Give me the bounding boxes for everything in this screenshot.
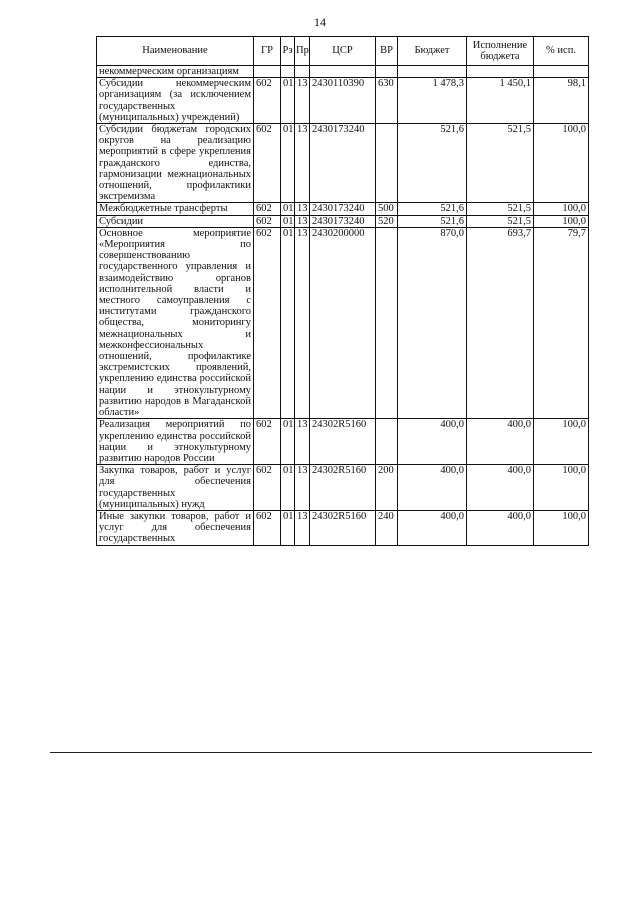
- row-vr: 200: [376, 465, 398, 511]
- row-rz: 01: [281, 215, 295, 227]
- row-csr: 24302R5160: [310, 419, 376, 465]
- row-vr: [376, 227, 398, 418]
- row-pr: 13: [295, 124, 310, 203]
- row-execution: 521,5: [467, 124, 534, 203]
- row-percent: 79,7: [534, 227, 589, 418]
- header-name: Наименование: [97, 37, 254, 66]
- row-budget: 870,0: [398, 227, 467, 418]
- row-pr: 13: [295, 215, 310, 227]
- row-budget: 521,6: [398, 124, 467, 203]
- row-name: некоммерческим организациям: [97, 66, 254, 78]
- header-gr: ГР: [254, 37, 281, 66]
- row-name: Основное мероприятие «Мероприятия по совершенствованию государственного управления и взаимодействию органов исполнительной власти и местного самоуправления с институтами гражданского общества, мониторингу межнациональных и межконфессиональных отношений, профилактике экстремистских проявлений, укреплению единства российской нации и этнокультурному развитию народов в Магаданской области»: [97, 227, 254, 418]
- table-row: [97, 227, 589, 418]
- row-pr: 13: [295, 78, 310, 124]
- row-percent: 100,0: [534, 215, 589, 227]
- row-name: Субсидии: [97, 215, 254, 227]
- row-gr: 602: [254, 203, 281, 215]
- row-pr: 13: [295, 419, 310, 465]
- row-csr: 24302R5160: [310, 465, 376, 511]
- row-rz: 01: [281, 465, 295, 511]
- header-percent: % исп.: [534, 37, 589, 66]
- row-vr: 630: [376, 78, 398, 124]
- row-execution: 693,7: [467, 227, 534, 418]
- table-header-row: [97, 37, 589, 66]
- row-execution: 521,5: [467, 203, 534, 215]
- row-name: Межбюджетные трансферты: [97, 203, 254, 215]
- row-percent: [534, 66, 589, 78]
- row-name: Субсидии бюджетам городских округов на реализацию мероприятий в сфере укрепления гражданского единства, гармонизации межнациональных отношений, профилактики экстремизма: [97, 124, 254, 203]
- row-gr: 602: [254, 78, 281, 124]
- row-execution: 521,5: [467, 215, 534, 227]
- row-rz: 01: [281, 124, 295, 203]
- row-csr: [310, 66, 376, 78]
- row-percent: 100,0: [534, 419, 589, 465]
- row-rz: 01: [281, 510, 295, 545]
- footer-divider: [50, 752, 592, 753]
- header-pr: Пр: [295, 37, 310, 66]
- row-csr: 2430173240: [310, 124, 376, 203]
- row-gr: [254, 66, 281, 78]
- row-rz: 01: [281, 203, 295, 215]
- row-pr: 13: [295, 510, 310, 545]
- row-percent: 100,0: [534, 510, 589, 545]
- table-row: [97, 66, 589, 78]
- budget-execution-table: [96, 36, 589, 546]
- row-csr: 2430200000: [310, 227, 376, 418]
- row-rz: [281, 66, 295, 78]
- row-pr: [295, 66, 310, 78]
- row-percent: 100,0: [534, 124, 589, 203]
- row-vr: [376, 66, 398, 78]
- row-vr: 500: [376, 203, 398, 215]
- row-gr: 602: [254, 124, 281, 203]
- row-csr: 24302R5160: [310, 510, 376, 545]
- row-percent: 98,1: [534, 78, 589, 124]
- header-csr: ЦСР: [310, 37, 376, 66]
- row-budget: 400,0: [398, 465, 467, 511]
- page-number: 14: [314, 15, 326, 29]
- row-execution: [467, 66, 534, 78]
- row-rz: 01: [281, 227, 295, 418]
- table-row: [97, 419, 589, 465]
- row-percent: 100,0: [534, 203, 589, 215]
- row-budget: 521,6: [398, 203, 467, 215]
- row-budget: 521,6: [398, 215, 467, 227]
- row-execution: 400,0: [467, 510, 534, 545]
- row-pr: 13: [295, 227, 310, 418]
- row-name: Субсидии некоммерческим организациям (за исключением государственных (муниципальных) учреждений): [97, 78, 254, 124]
- row-vr: 240: [376, 510, 398, 545]
- table-row: [97, 215, 589, 227]
- row-rz: 01: [281, 419, 295, 465]
- header-vr: ВР: [376, 37, 398, 66]
- row-name: Закупка товаров, работ и услуг для обеспечения государственных (муниципальных) нужд: [97, 465, 254, 511]
- row-budget: 400,0: [398, 510, 467, 545]
- row-gr: 602: [254, 510, 281, 545]
- row-pr: 13: [295, 203, 310, 215]
- row-vr: 520: [376, 215, 398, 227]
- row-execution: 1 450,1: [467, 78, 534, 124]
- row-gr: 602: [254, 419, 281, 465]
- table-row: [97, 203, 589, 215]
- row-execution: 400,0: [467, 419, 534, 465]
- row-csr: 2430173240: [310, 215, 376, 227]
- row-execution: 400,0: [467, 465, 534, 511]
- row-percent: 100,0: [534, 465, 589, 511]
- table-row: [97, 78, 589, 124]
- row-gr: 602: [254, 465, 281, 511]
- row-budget: 400,0: [398, 419, 467, 465]
- row-budget: [398, 66, 467, 78]
- row-name: Иные закупки товаров, работ и услуг для обеспечения государственных: [97, 510, 254, 545]
- row-pr: 13: [295, 465, 310, 511]
- row-csr: 2430110390: [310, 78, 376, 124]
- row-rz: 01: [281, 78, 295, 124]
- row-vr: [376, 124, 398, 203]
- header-rz: Рз: [281, 37, 295, 66]
- table-row: [97, 124, 589, 203]
- header-budget: Бюджет: [398, 37, 467, 66]
- row-budget: 1 478,3: [398, 78, 467, 124]
- header-execution: Исполнение бюджета: [467, 37, 534, 66]
- table-row: [97, 510, 589, 545]
- row-name: Реализация мероприятий по укреплению единства российской нации и этнокультурному развитию народов России: [97, 419, 254, 465]
- row-gr: 602: [254, 227, 281, 418]
- table-row: [97, 465, 589, 511]
- row-vr: [376, 419, 398, 465]
- row-csr: 2430173240: [310, 203, 376, 215]
- row-gr: 602: [254, 215, 281, 227]
